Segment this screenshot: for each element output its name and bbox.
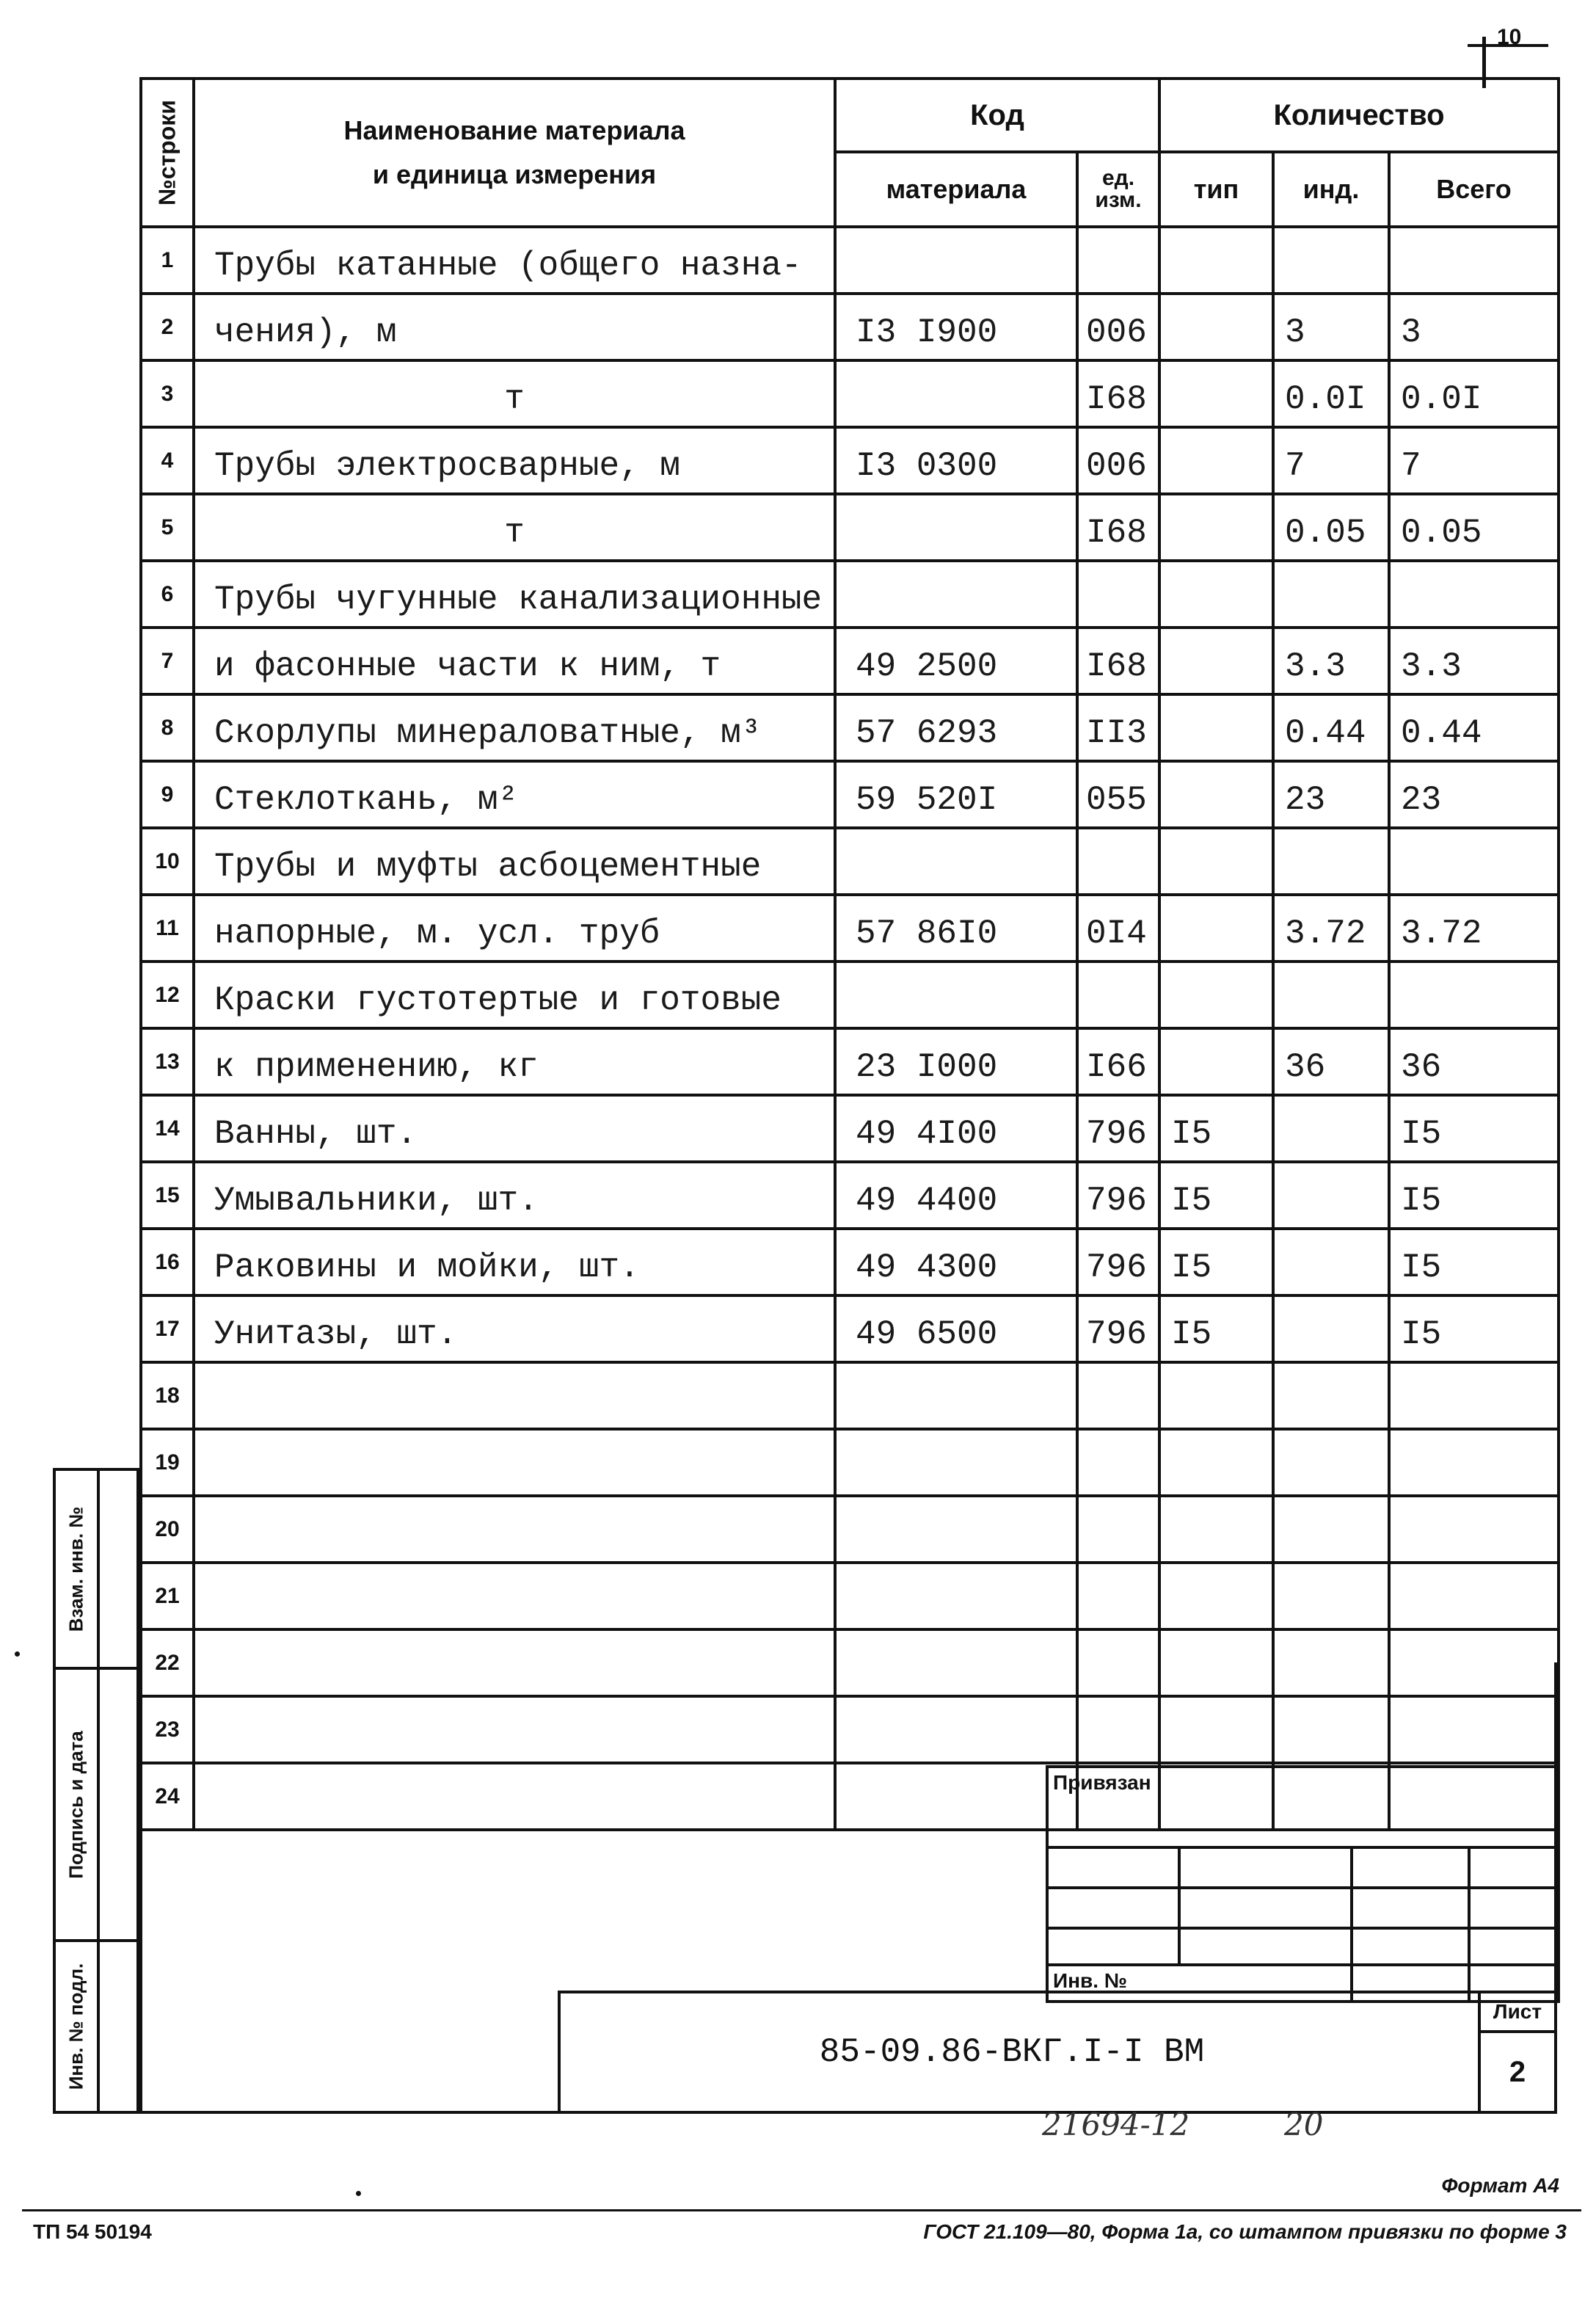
cell-type: I5: [1159, 1229, 1273, 1295]
cell-ind: [1273, 1229, 1389, 1295]
cell-type: [1159, 360, 1273, 427]
cell-code: 49 6500: [835, 1295, 1077, 1362]
binding-stamp: [1046, 1765, 1557, 2000]
cell-name: т: [194, 360, 835, 427]
table-row: [141, 895, 1559, 961]
cell-code: [835, 360, 1077, 427]
cell-n: 5: [141, 494, 194, 561]
table-row: [141, 1429, 1559, 1496]
header-row-number: №строки: [141, 79, 194, 227]
cell-name: Унитазы, шт.: [194, 1295, 835, 1362]
handwritten-number: 21694-12: [1042, 2106, 1190, 2142]
cell-type: [1159, 961, 1273, 1028]
sheet-box: [1478, 1993, 1554, 2111]
cell-n: 13: [141, 1028, 194, 1095]
cell-ind: [1273, 227, 1389, 294]
cell-type: [1159, 1496, 1273, 1563]
cell-unit: [1077, 1429, 1159, 1496]
cell-type: I5: [1159, 1095, 1273, 1162]
cell-code: 57 6293: [835, 694, 1077, 761]
cell-unit: [1077, 828, 1159, 895]
cell-type: [1159, 628, 1273, 694]
cell-code: 59 520I: [835, 761, 1077, 828]
materials-table: [139, 77, 1560, 1831]
cell-code: [835, 561, 1077, 628]
cell-total: I5: [1389, 1095, 1559, 1162]
side-cell-podpis: Подпись и дата: [53, 1667, 139, 1942]
table-row: [141, 1028, 1559, 1095]
cell-n: 9: [141, 761, 194, 828]
cell-ind: [1273, 1162, 1389, 1229]
cell-unit: 796: [1077, 1229, 1159, 1295]
cell-ind: 36: [1273, 1028, 1389, 1095]
cell-code: [835, 1362, 1077, 1429]
cell-code: [835, 828, 1077, 895]
sheet-label: Лист: [1481, 1993, 1554, 2033]
cell-code: [835, 1496, 1077, 1563]
cell-n: 10: [141, 828, 194, 895]
cell-type: [1159, 1429, 1273, 1496]
cell-ind: 7: [1273, 427, 1389, 494]
cell-type: [1159, 427, 1273, 494]
cell-n: 21: [141, 1563, 194, 1629]
cell-unit: [1077, 1496, 1159, 1563]
cell-n: 15: [141, 1162, 194, 1229]
cell-code: I3 0300: [835, 427, 1077, 494]
cell-name: Стеклоткань, м²: [194, 761, 835, 828]
cell-name: Трубы электросварные, м: [194, 427, 835, 494]
cell-name: Ванны, шт.: [194, 1095, 835, 1162]
header-unit: ед. изм.: [1077, 152, 1159, 227]
cell-unit: 796: [1077, 1095, 1159, 1162]
cell-type: [1159, 294, 1273, 360]
table-row: [141, 628, 1559, 694]
cell-code: 23 I000: [835, 1028, 1077, 1095]
title-block: [558, 1991, 1557, 2114]
cell-total: [1389, 227, 1559, 294]
table-row: [141, 1496, 1559, 1563]
table-row: [141, 1563, 1559, 1629]
cell-type: [1159, 1563, 1273, 1629]
cell-total: [1389, 1563, 1559, 1629]
cell-name: чения), м: [194, 294, 835, 360]
cell-n: 2: [141, 294, 194, 360]
cell-total: [1389, 1362, 1559, 1429]
cell-n: 7: [141, 628, 194, 694]
cell-total: 3.72: [1389, 895, 1559, 961]
cell-code: [835, 227, 1077, 294]
cell-name: Скорлупы минераловатные, м³: [194, 694, 835, 761]
cell-code: [835, 1563, 1077, 1629]
cell-unit: [1077, 1362, 1159, 1429]
table-row: [141, 761, 1559, 828]
cell-total: 3: [1389, 294, 1559, 360]
cell-code: 49 4300: [835, 1229, 1077, 1295]
cell-total: 0.44: [1389, 694, 1559, 761]
table-row: [141, 227, 1559, 294]
table-row: [141, 360, 1559, 427]
cell-total: 23: [1389, 761, 1559, 828]
cell-ind: [1273, 1429, 1389, 1496]
cell-ind: 0.44: [1273, 694, 1389, 761]
table-row: [141, 694, 1559, 761]
cell-ind: 3: [1273, 294, 1389, 360]
cell-unit: 796: [1077, 1162, 1159, 1229]
cell-total: [1389, 1429, 1559, 1496]
cell-type: [1159, 494, 1273, 561]
cell-total: [1389, 561, 1559, 628]
header-material-name: Наименование материала и единица измерения: [194, 79, 835, 227]
cell-n: 11: [141, 895, 194, 961]
scan-speck: [356, 2191, 361, 2196]
cell-n: 24: [141, 1763, 194, 1830]
cell-type: [1159, 1028, 1273, 1095]
cell-n: 1: [141, 227, 194, 294]
table-row: [141, 294, 1559, 360]
cell-unit: 006: [1077, 294, 1159, 360]
cell-total: 0.0I: [1389, 360, 1559, 427]
cell-name: Умывальники, шт.: [194, 1162, 835, 1229]
cell-ind: [1273, 961, 1389, 1028]
cell-name: напорные, м. усл. труб: [194, 895, 835, 961]
cell-name: и фасонные части к ним, т: [194, 628, 835, 694]
footer-gost: ГОСТ 21.109—80, Форма 1а, со штампом привязки по форме 3: [923, 2220, 1567, 2243]
cell-name: [194, 1496, 835, 1563]
cell-total: 0.05: [1389, 494, 1559, 561]
cell-name: Раковины и мойки, шт.: [194, 1229, 835, 1295]
cell-code: 49 4I00: [835, 1095, 1077, 1162]
cell-code: [835, 961, 1077, 1028]
cell-total: [1389, 961, 1559, 1028]
cell-type: [1159, 761, 1273, 828]
page-corner-mark: [1460, 15, 1578, 81]
cell-ind: [1273, 1095, 1389, 1162]
cell-name: т: [194, 494, 835, 561]
table-row: [141, 427, 1559, 494]
cell-ind: 3.72: [1273, 895, 1389, 961]
cell-type: I5: [1159, 1162, 1273, 1229]
cell-type: [1159, 694, 1273, 761]
handwritten-page: 20: [1284, 2106, 1324, 2142]
stamp-inv-no: Инв. №: [1047, 1965, 1352, 2002]
document-code: 85-09.86-ВКГ.I-I ВМ: [819, 2033, 1205, 2071]
cell-n: 17: [141, 1295, 194, 1362]
cell-code: [835, 1429, 1077, 1496]
cell-unit: [1077, 1563, 1159, 1629]
cell-n: 8: [141, 694, 194, 761]
cell-unit: I68: [1077, 628, 1159, 694]
table-row: [141, 1095, 1559, 1162]
cell-total: I5: [1389, 1295, 1559, 1362]
cell-ind: [1273, 561, 1389, 628]
cell-unit: I66: [1077, 1028, 1159, 1095]
table-row: [141, 1295, 1559, 1362]
cell-n: 22: [141, 1629, 194, 1696]
cell-unit: I68: [1077, 494, 1159, 561]
cell-name: Трубы и муфты асбоцементные: [194, 828, 835, 895]
cell-name: Трубы катанные (общего назна-: [194, 227, 835, 294]
scan-speck: [15, 1651, 20, 1657]
cell-total: I5: [1389, 1162, 1559, 1229]
cell-total: [1389, 1496, 1559, 1563]
cell-ind: [1273, 1362, 1389, 1429]
header-qty-type: тип: [1159, 152, 1273, 227]
cell-n: 16: [141, 1229, 194, 1295]
sheet-number: 2: [1509, 2056, 1526, 2088]
cell-type: [1159, 561, 1273, 628]
cell-type: I5: [1159, 1295, 1273, 1362]
footer-format: Формат А4: [1441, 2174, 1559, 2197]
cell-total: [1389, 828, 1559, 895]
cell-total: 3.3: [1389, 628, 1559, 694]
cell-type: [1159, 895, 1273, 961]
table-row: [141, 561, 1559, 628]
header-qty-total: Всего: [1389, 152, 1559, 227]
cell-code: 57 86I0: [835, 895, 1077, 961]
header-quantity-group: Количество: [1159, 79, 1559, 152]
cell-code: 49 2500: [835, 628, 1077, 694]
cell-n: 4: [141, 427, 194, 494]
table-row: [141, 1162, 1559, 1229]
cell-unit: [1077, 561, 1159, 628]
side-cell-inv-podl: Инв. № подл.: [53, 1939, 139, 2114]
cell-type: [1159, 227, 1273, 294]
table-row: [141, 494, 1559, 561]
table-row: [141, 828, 1559, 895]
cell-type: [1159, 828, 1273, 895]
cell-unit: 796: [1077, 1295, 1159, 1362]
cell-type: [1159, 1362, 1273, 1429]
cell-n: 12: [141, 961, 194, 1028]
cell-ind: 3.3: [1273, 628, 1389, 694]
header-qty-ind: инд.: [1273, 152, 1389, 227]
cell-name: [194, 1563, 835, 1629]
cell-n: 18: [141, 1362, 194, 1429]
cell-name: Трубы чугунные канализационные: [194, 561, 835, 628]
cell-unit: [1077, 961, 1159, 1028]
cell-n: 19: [141, 1429, 194, 1496]
table-row: [141, 1229, 1559, 1295]
cell-ind: [1273, 1295, 1389, 1362]
table-row: [141, 1362, 1559, 1429]
cell-n: 20: [141, 1496, 194, 1563]
cell-ind: [1273, 828, 1389, 895]
cell-n: 6: [141, 561, 194, 628]
footer-rule: [22, 2209, 1581, 2211]
cell-unit: I68: [1077, 360, 1159, 427]
cell-n: 3: [141, 360, 194, 427]
cell-ind: [1273, 1563, 1389, 1629]
cell-name: к применению, кг: [194, 1028, 835, 1095]
cell-total: 7: [1389, 427, 1559, 494]
cell-unit: [1077, 227, 1159, 294]
cell-n: 14: [141, 1095, 194, 1162]
header-code-group: Код: [835, 79, 1159, 152]
cell-code: [835, 494, 1077, 561]
cell-ind: 23: [1273, 761, 1389, 828]
cell-ind: [1273, 1496, 1389, 1563]
corner-page-number: 10: [1497, 25, 1522, 49]
table-row: [141, 961, 1559, 1028]
cell-code: 49 4400: [835, 1162, 1077, 1229]
cell-n: 23: [141, 1696, 194, 1763]
cell-ind: 0.0I: [1273, 360, 1389, 427]
cell-name: [194, 1362, 835, 1429]
header-code-material: материала: [835, 152, 1077, 227]
cell-code: I3 I900: [835, 294, 1077, 360]
cell-unit: 006: [1077, 427, 1159, 494]
cell-ind: 0.05: [1273, 494, 1389, 561]
cell-unit: 0I4: [1077, 895, 1159, 961]
cell-unit: II3: [1077, 694, 1159, 761]
cell-total: I5: [1389, 1229, 1559, 1295]
cell-name: [194, 1429, 835, 1496]
side-stamp-strip: [53, 1468, 139, 2114]
stamp-privyazan: Привязан: [1047, 1767, 1559, 1847]
side-cell-vzam: Взам. инв. №: [53, 1468, 139, 1670]
cell-name: Краски густотертые и готовые: [194, 961, 835, 1028]
cell-total: 36: [1389, 1028, 1559, 1095]
cell-unit: 055: [1077, 761, 1159, 828]
footer-series: ТП 54 50194: [33, 2220, 152, 2243]
